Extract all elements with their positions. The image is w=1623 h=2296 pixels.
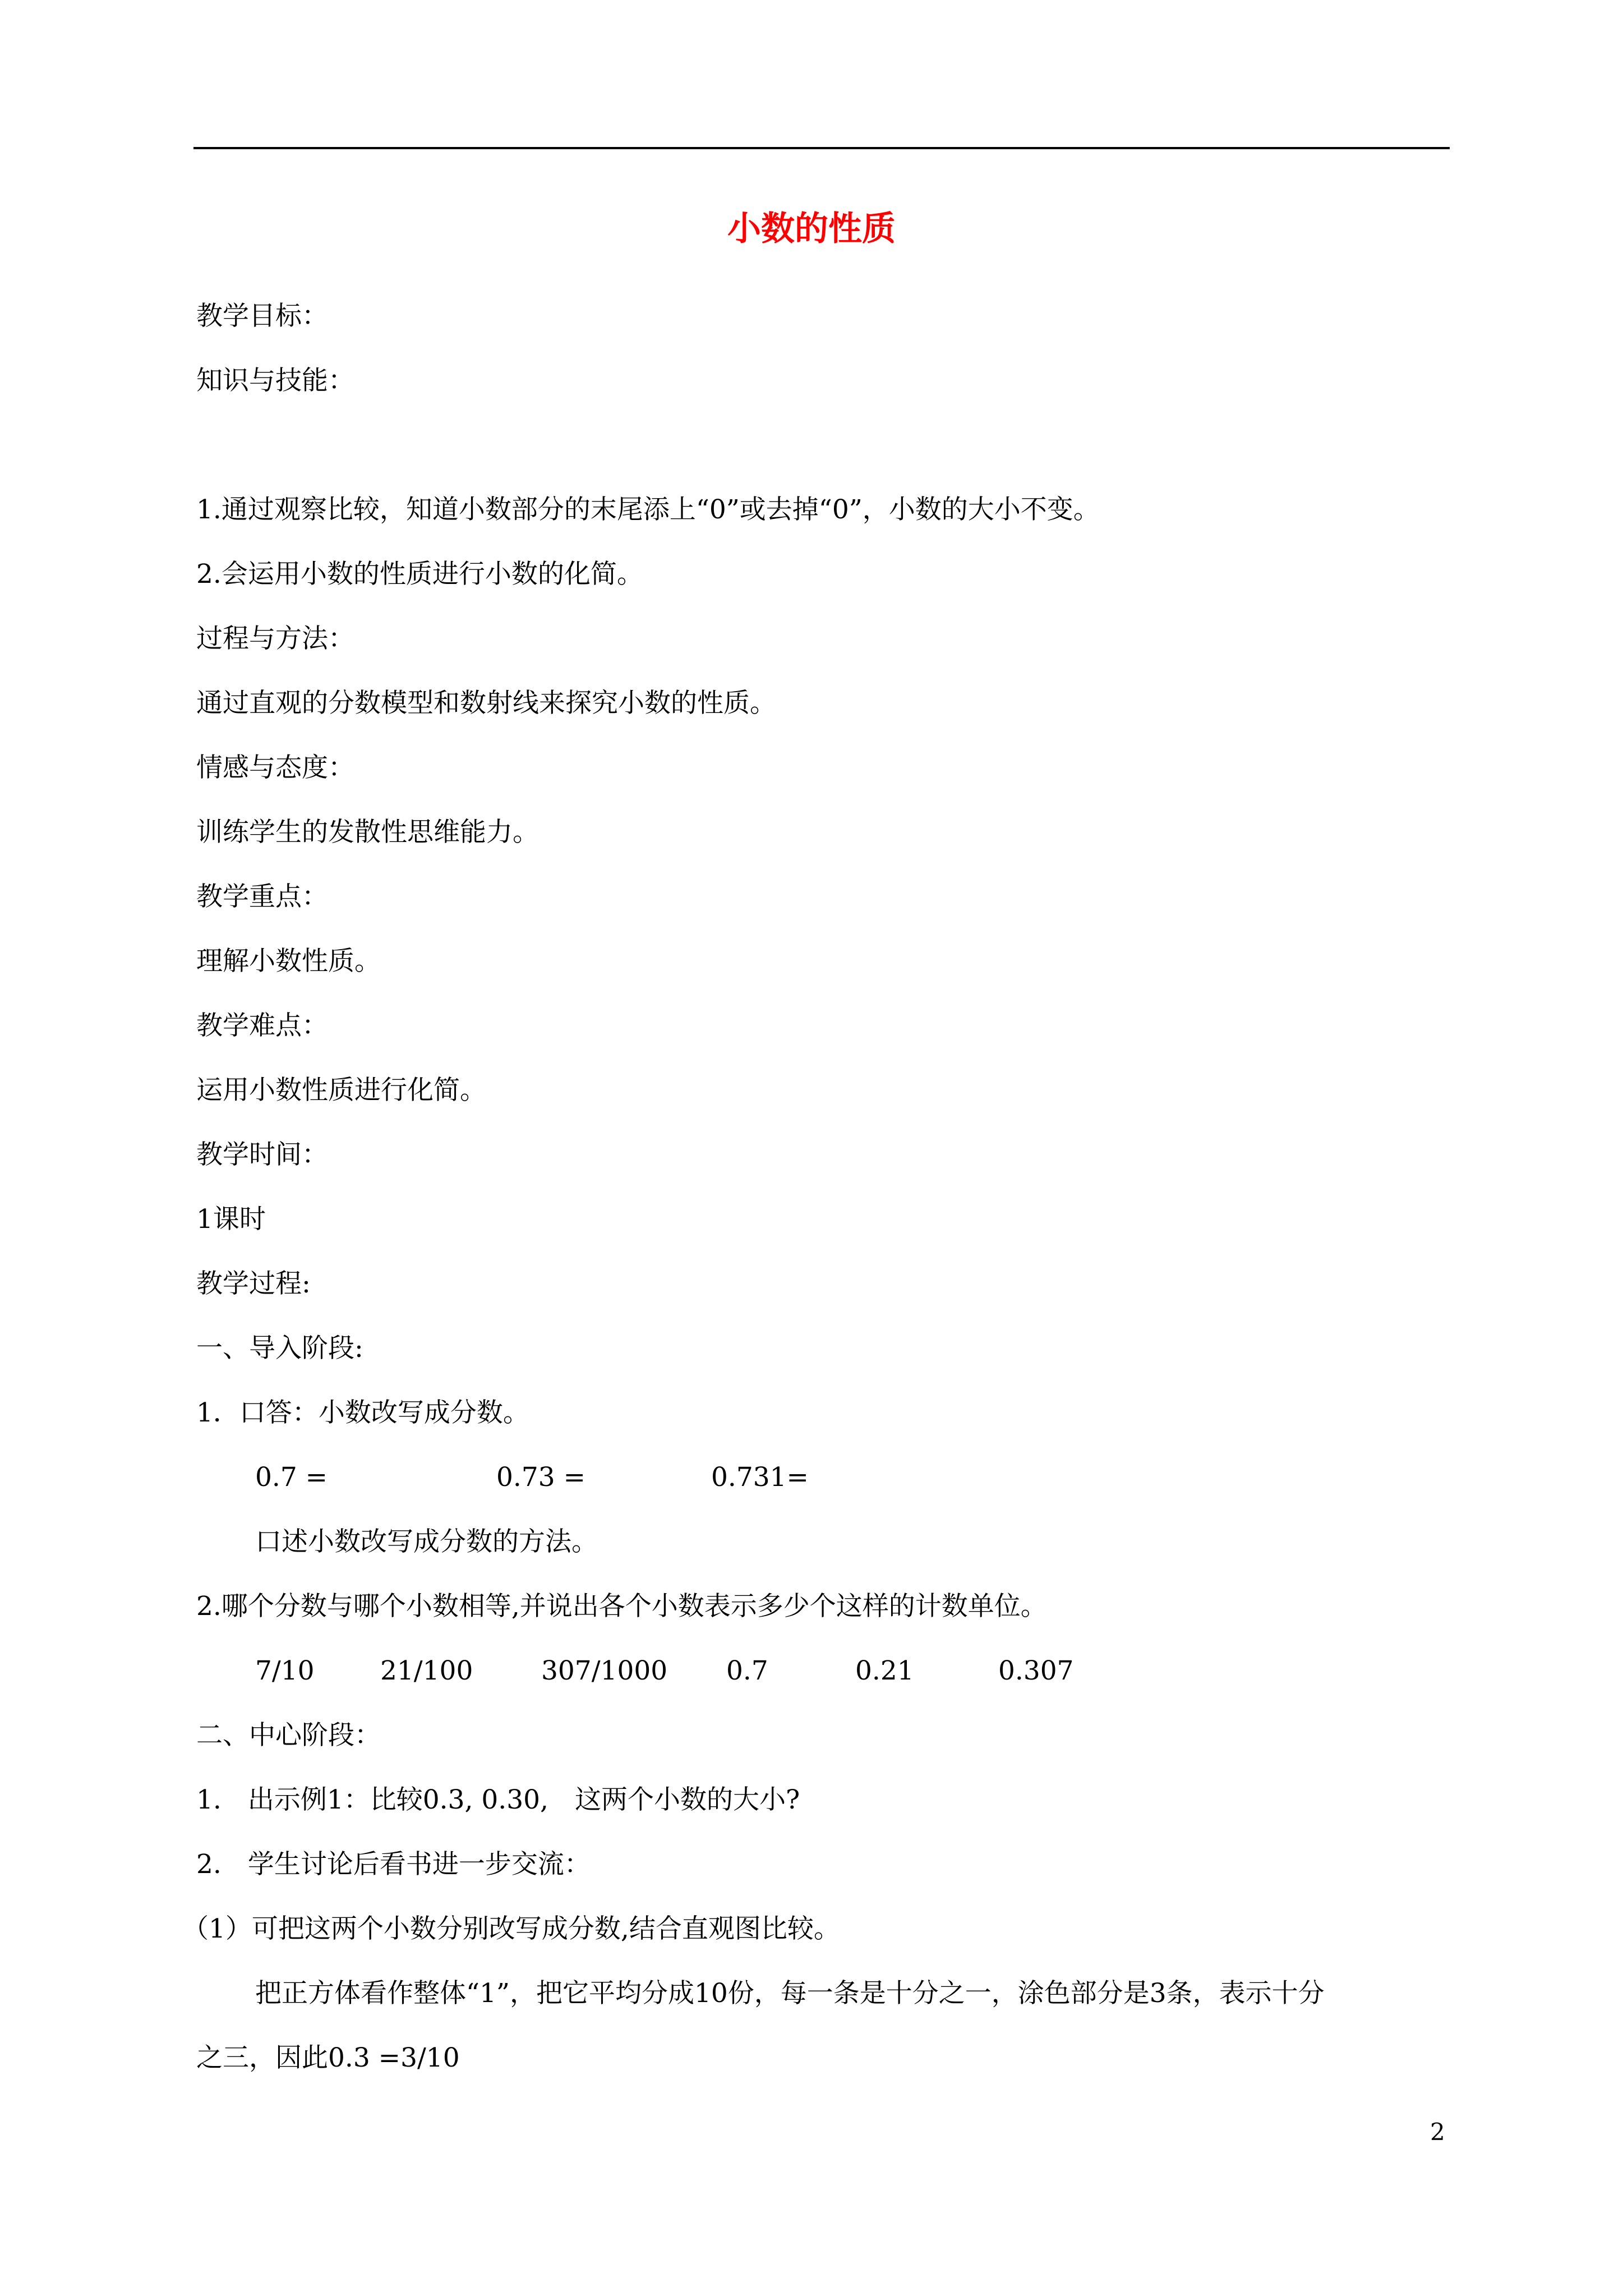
goal-item-1: 1.通过观察比较，知道小数部分的末尾添上“0”或去掉“0”，小数的大小不变。 xyxy=(196,494,1100,525)
intro-stage-heading: 一、导入阶段: xyxy=(196,1333,363,1364)
discussion-line: 2. 学生讨论后看书进一步交流： xyxy=(196,1849,591,1880)
method-1-line: （1）可把这两个小数分别改写成分数,结合直观图比较。 xyxy=(182,1913,840,1944)
header-rule xyxy=(193,147,1450,149)
goal-item-2: 2.会运用小数的性质进行小数的化简。 xyxy=(196,559,643,590)
oral-answer-prompt: 1．口答：小数改写成分数。 xyxy=(196,1397,529,1428)
process-method-text: 通过直观的分数模型和数射线来探究小数的性质。 xyxy=(196,688,776,719)
teaching-time-heading: 教学时间： xyxy=(196,1139,328,1170)
oral-method-text: 口述小数改写成分数的方法。 xyxy=(255,1526,598,1557)
central-stage-heading: 二、中心阶段： xyxy=(196,1720,381,1751)
document-title: 小数的性质 xyxy=(727,209,896,249)
match-item: 21/100 xyxy=(380,1655,473,1686)
difficulty-heading: 教学难点： xyxy=(196,1010,328,1041)
match-item: 7/10 xyxy=(255,1655,315,1686)
teaching-goals-heading: 教学目标： xyxy=(196,301,328,332)
process-method-heading: 过程与方法： xyxy=(196,623,354,654)
match-item: 0.21 xyxy=(855,1655,914,1686)
oral-item: 0.7 = xyxy=(255,1462,328,1493)
explanation-line-1: 把正方体看作整体“1”，把它平均分成10份，每一条是十分之一，涂色部分是3条，表示十分 xyxy=(255,1978,1325,2009)
teaching-time-text: 1课时 xyxy=(196,1204,266,1235)
example-1-line: 1. 出示例1：比较0.3, 0.30, 这两个小数的大小? xyxy=(196,1784,800,1815)
oral-item: 0.731= xyxy=(711,1462,809,1493)
knowledge-skills-heading: 知识与技能： xyxy=(196,365,354,396)
match-item: 0.307 xyxy=(998,1655,1074,1686)
match-item: 0.7 xyxy=(726,1655,768,1686)
emotion-attitude-text: 训练学生的发散性思维能力。 xyxy=(196,817,539,848)
match-item: 307/1000 xyxy=(541,1655,668,1686)
emotion-attitude-heading: 情感与态度： xyxy=(196,752,354,783)
difficulty-text: 运用小数性质进行化简。 xyxy=(196,1075,486,1106)
oral-item: 0.73 = xyxy=(496,1462,585,1493)
key-point-heading: 教学重点： xyxy=(196,881,328,912)
matching-prompt: 2.哪个分数与哪个小数相等,并说出各个小数表示多少个这样的计数单位。 xyxy=(196,1591,1047,1622)
key-point-text: 理解小数性质。 xyxy=(196,946,381,977)
explanation-line-2: 之三，因此0.3 =3/10 xyxy=(196,2042,460,2073)
teaching-process-heading: 教学过程: xyxy=(196,1268,311,1299)
page-number: 2 xyxy=(1430,2118,1445,2146)
